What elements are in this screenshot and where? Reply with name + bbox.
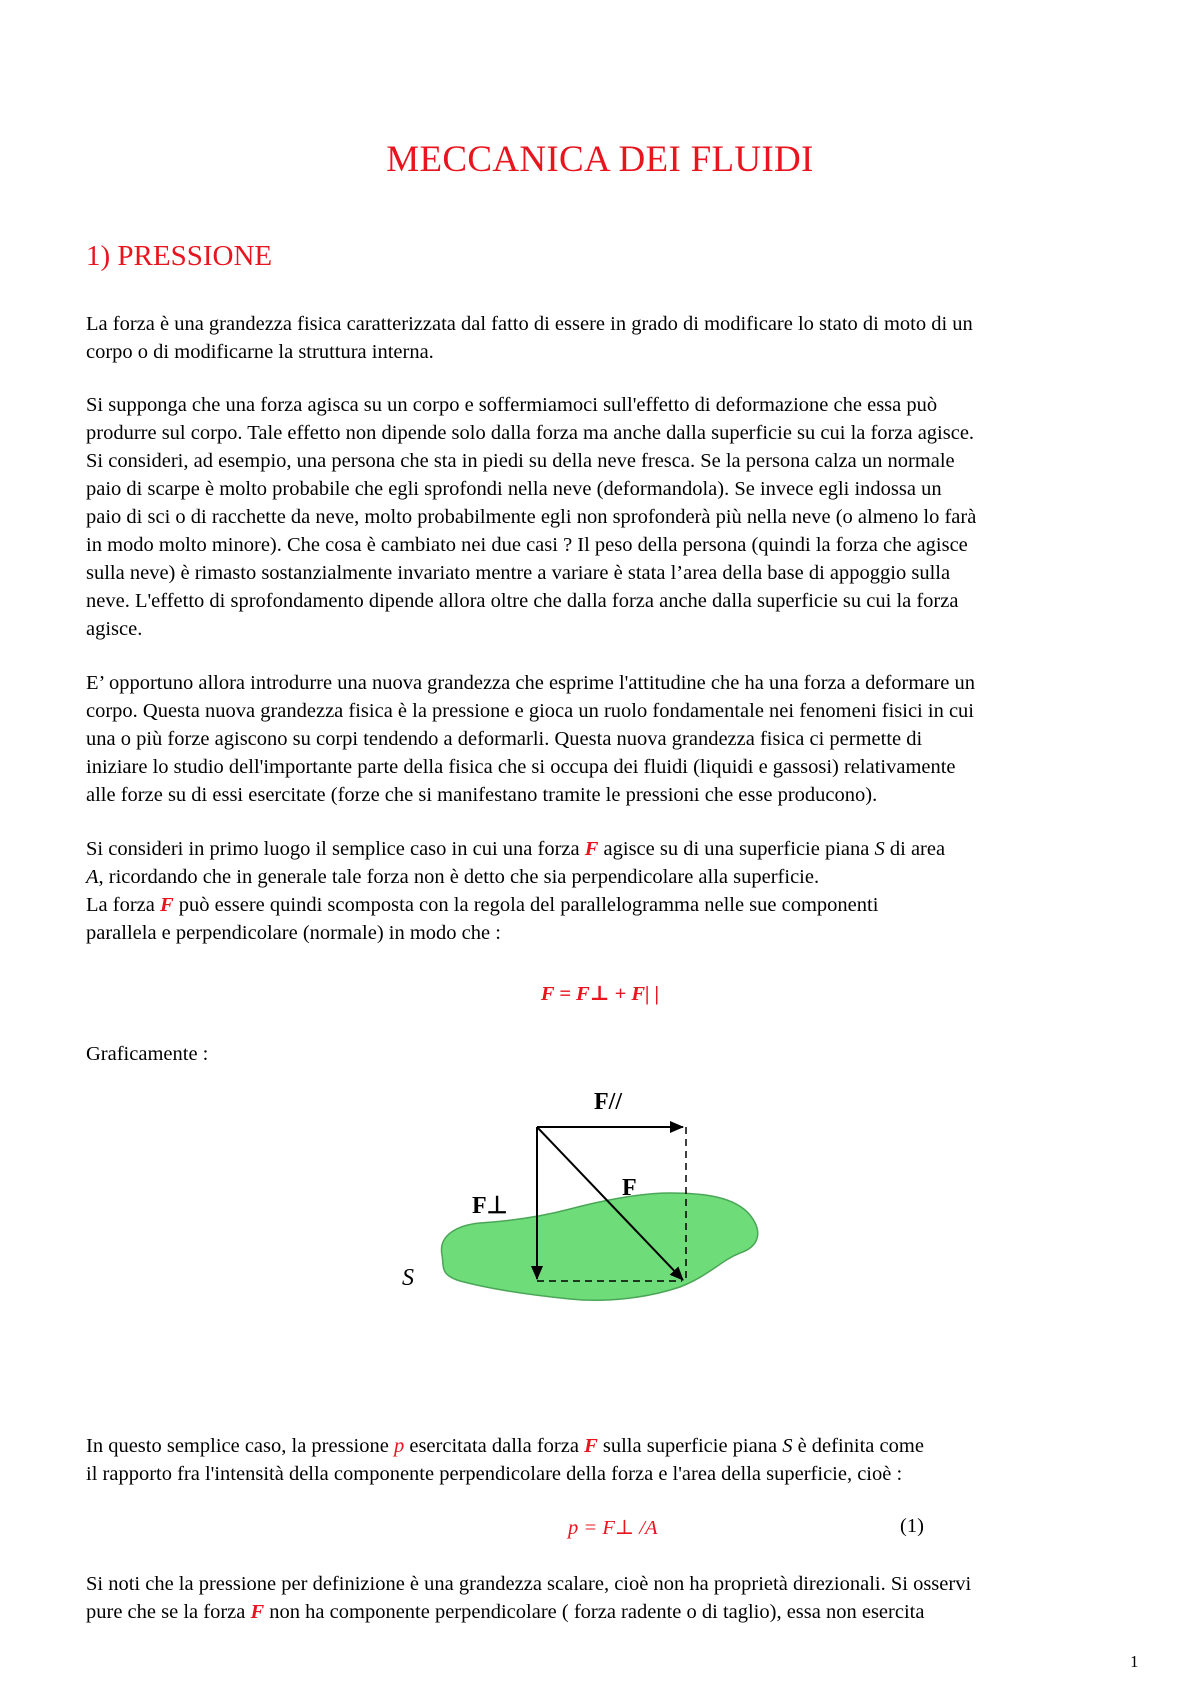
- text-run: è definita come: [792, 1435, 924, 1457]
- text-line: corpo o di modificarne la struttura interna.: [86, 341, 434, 363]
- area-symbol: A: [86, 866, 99, 888]
- text-run: La forza: [86, 894, 160, 916]
- text-line: in modo molto minore). Che cosa è cambiato nei due casi ? Il peso della persona (quindi la forza che agisce: [86, 534, 968, 556]
- pressure-formula: p = F⊥ /A: [568, 1517, 658, 1539]
- paragraph-2: [86, 391, 1146, 643]
- text-line: sulla neve) è rimasto sostanzialmente invariato mentre a variare è stata l’area della base di appoggio sulla: [86, 562, 951, 584]
- text-line: agisce.: [86, 618, 143, 640]
- equation-number: (1): [900, 1515, 924, 1537]
- text-run: esercitata dalla forza: [404, 1435, 585, 1457]
- paragraph-4: [86, 835, 1146, 947]
- text-line: E’ opportuno allora introdurre una nuova grandezza che esprime l'attitudine che ha una forza a deformare un: [86, 672, 975, 694]
- text-run: Si consideri in primo luogo il semplice caso in cui una forza: [86, 838, 585, 860]
- page-number: 1: [1130, 1652, 1139, 1671]
- text-run: , ricordando che in generale tale forza non è detto che sia perpendicolare alla superficie.: [98, 866, 820, 888]
- paragraph-6: [86, 1570, 1146, 1626]
- force-symbol: F: [250, 1601, 265, 1623]
- graficamente-label: Graficamente :: [86, 1043, 209, 1065]
- text-run: sulla superficie piana: [597, 1435, 783, 1457]
- text-line: neve. L'effetto di sprofondamento dipende allora oltre che dalla forza anche dalla superficie su cui la forza: [86, 590, 959, 612]
- text-line: iniziare lo studio dell'importante parte della fisica che si occupa dei fluidi (liquidi e gassosi) relativamente: [86, 756, 956, 778]
- text-run: di area: [884, 838, 946, 860]
- text-run: Si noti che la pressione per definizione è una grandezza scalare, cioè non ha proprietà direzionali. Si osservi: [86, 1573, 972, 1595]
- text-line: alle forze su di essi esercitate (forze che si manifestano tramite le pressioni che esse producono).: [86, 784, 878, 806]
- label-f: F: [622, 1175, 637, 1201]
- pressure-symbol: p: [393, 1435, 405, 1457]
- text-line: paio di scarpe è molto probabile che egli sprofondi nella neve (deformandola). Se invece egli indossa un: [86, 478, 942, 500]
- paragraph-3: [86, 669, 1146, 809]
- text-line: La forza è una grandezza fisica caratterizzata dal fatto di essere in grado di modificare lo stato di moto di un: [86, 313, 973, 335]
- text-line: una o più forze agiscono su corpi tendendo a deformarli. Questa nuova grandezza fisica ci permette di: [86, 728, 923, 750]
- paragraph-5: [86, 1432, 1146, 1488]
- text-run: agisce su di una superficie piana: [598, 838, 875, 860]
- text-run: parallela e perpendicolare (normale) in modo che :: [86, 922, 501, 944]
- force-symbol: F: [159, 894, 174, 916]
- paragraph-1: [86, 310, 1146, 366]
- label-surface: S: [402, 1265, 414, 1291]
- document-title: MECCANICA DEI FLUIDI: [386, 139, 814, 180]
- decomposition-formula: F = F⊥ + F| |: [540, 983, 660, 1005]
- section-heading: 1) PRESSIONE: [86, 240, 273, 272]
- label-f-parallel: F//: [594, 1089, 622, 1115]
- force-symbol: F: [584, 1435, 598, 1457]
- label-f-perpendicular: F⊥: [472, 1193, 508, 1219]
- surface-symbol: S: [874, 838, 885, 860]
- text-run: pure che se la forza: [86, 1601, 251, 1623]
- text-line: corpo. Questa nuova grandezza fisica è la pressione e gioca un ruolo fondamentale nei fenomeni fisici in cui: [86, 700, 974, 722]
- text-line: Si consideri, ad esempio, una persona che sta in piedi su della neve fresca. Se la persona calza un normale: [86, 450, 955, 472]
- force-symbol: F: [584, 838, 599, 860]
- text-run: il rapporto fra l'intensità della componente perpendicolare della forza e l'area della superficie, cioè :: [86, 1463, 903, 1485]
- force-decomposition-diagram: [380, 1075, 800, 1355]
- text-line: paio di sci o di racchette da neve, molto probabilmente egli non sprofonderà più nella neve (o almeno lo farà: [86, 506, 977, 528]
- surface-symbol: S: [782, 1435, 793, 1457]
- text-run: può essere quindi scomposta con la regola del parallelogramma nelle sue componenti: [173, 894, 879, 916]
- text-line: produrre sul corpo. Tale effetto non dipende solo dalla forza ma anche dalla superficie su cui la forza agisce.: [86, 422, 975, 444]
- text-run: In questo semplice caso, la pressione: [86, 1435, 394, 1457]
- text-line: Si supponga che una forza agisca su un corpo e soffermiamoci sull'effetto di deformazione che essa può: [86, 394, 938, 416]
- text-run: non ha componente perpendicolare ( forza radente o di taglio), essa non esercita: [264, 1601, 925, 1623]
